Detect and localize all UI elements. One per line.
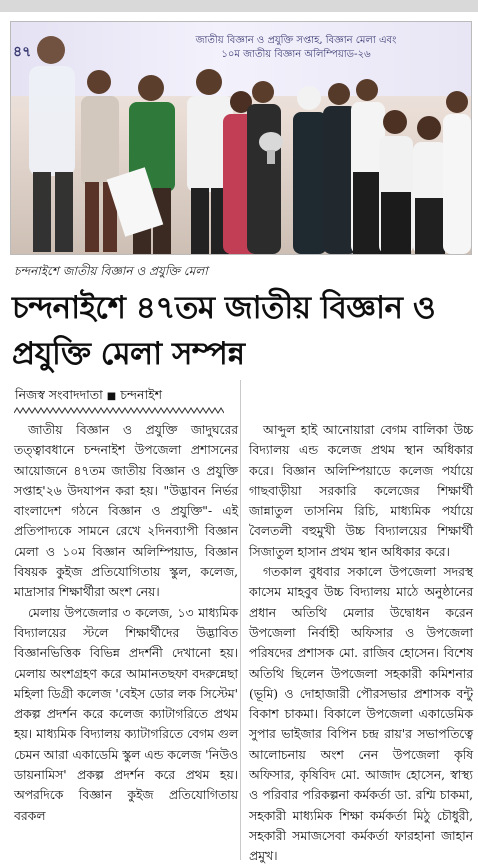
banner-number: ৪৭ [13,44,32,60]
person-figure [293,86,327,254]
column-divider [240,380,241,860]
article-paragraph: গতকাল বুধবার সকালে উপজেলা সদরস্থ কাসেম মাহবুব উচ্চ বিদ্যালয় মাঠে অনুষ্ঠানের প্রধান অতিথি মেলার উদ্বোধন করেন উপজেলা নির্বাহী অফিসার ও উপজেলা পরিষদের প্রশাসক মো. রাজিব হোসেন। বিশেষ অতিথি ছিলেন উপজেলা সহকারী কমিশনার (ভূমি) ও দোহাজারী পৌরসভার প্রশাসক বন্টু বিকাশ চাকমা। বিকালে উপজেলা একাডেমিক সুপার ভাইজার বিপিন চন্দ্র রায়'র সভাপতিত্বে আলোচনায় অংশ নেন উপজেলা কৃষি অফিসার, কৃষিবিদ মো. আজাদ হোসেন, স্বাস্থ্য ও পরিবার পরিকল্পনা কর্মকর্তা ডা. রশ্মি চাকমা, সহকারী মাধ্যমিক শিক্ষা কর্মকর্তা মিঠু চৌধুরী, সহকারী সমাজসেবা কর্মকর্তা ফারহানা জাহান প্রমুখ। [249,565,473,864]
person-figure [413,116,447,254]
group-photo-people [11,22,471,254]
article-column-left [14,420,238,826]
person-figure [81,70,119,252]
byline [15,387,162,407]
article-column-right [249,420,473,867]
location: চন্দনাইশ [120,387,162,402]
news-photo [10,21,472,255]
reporter: নিজস্ব সংবাদদাতা [15,387,103,402]
article-paragraph: জাতীয় বিজ্ঞান ও প্রযুক্তি জাদুঘরের তত্ত্বাবধানে চন্দনাইশ উপজেলা প্রশাসনের আয়োজনে ৪৭তম জাতীয় বিজ্ঞান ও প্রযুক্তি সপ্তাহ'২৬ উদযাপন করা হয়। "উদ্ভাবন নির্ভর বাংলাদেশ গঠনে বিজ্ঞান ও প্রযুক্তি"- এই প্রতিপাদ্যকে সামনে রেখে ২দিনব্যাপী বিজ্ঞান মেলা ও ১০ম বিজ্ঞান অলিম্পিয়াড, বিজ্ঞান বিষয়ক কুইজ প্রতিযোগিতায় স্কুল, কলেজ, মাদ্রাসার শিক্ষার্থীরা অংশ নেয়। [14,423,238,600]
article-paragraph: মেলায় উপজেলার ৩ কলেজ, ১৩ মাধ্যমিক বিদ্যালয়ের স্টলে শিক্ষার্থীদের উদ্ভাবিত বিজ্ঞানভিত্তিক বিভিন্ন প্রদর্শনী দেখানো হয়। মেলায় অংশগ্রহণ করে আমানতছফা বদরুন্নেছা মহিলা ডিগ্রী কলেজ 'বেইস ডোর লক সিস্টেম' প্রকল্প প্রদর্শন করে কলেজ ক্যাটাগরিতে প্রথম হয়। মাধ্যমিক বিদ্যালয় ক্যাটাগরিতে বেগম গুল চেমন আরা একাডেমি স্কুল এন্ড কলেজ 'নিউও ডায়নামিস' প্রকল্প প্রদর্শন করে প্রথম হয়। অপরদিকে বিজ্ঞান কুইজ প্রতিযোগিতায় বরকল [14,605,238,823]
photo-caption: চন্দনাইশে জাতীয় বিজ্ঞান ও প্রযুক্তি মেলা [14,264,208,278]
person-figure [29,36,75,252]
banner-line: ১০ম জাতীয় বিজ্ঞান অলিম্পিয়াড-২৬ [221,49,371,60]
headline: চন্দনাইশে ৪৭তম জাতীয় বিজ্ঞান ও প্রযুক্তি মেলা সম্পন্ন [12,290,436,372]
byline-zigzag-rule [14,407,224,415]
person-figure [247,81,281,254]
person-figure [443,91,471,254]
banner-line: জাতীয় বিজ্ঞান ও প্রযুক্তি সপ্তাহ, বিজ্ঞান মেলা এবং [195,35,397,46]
byline-separator: ■ [106,391,117,402]
page-top-bar [0,0,478,12]
article-paragraph: আব্দুল হাই আনোয়ারা বেগম বালিকা উচ্চ বিদ্যালয় এন্ড কলেজ প্রথম স্থান অধিকার করে। বিজ্ঞান অলিম্পিয়াডে কলেজ পর্যায়ে গাছবাড়ীয়া সরকারি কলেজের শিক্ষার্থী জান্নাতুল তাসনিম রিচি, মাধ্যমিক পর্যায়ে বৈলতলী বহুমুখী উচ্চ বিদ্যালয়ের শিক্ষার্থী সিজাতুল হাসান প্রথম স্থান অধিকার করে। [249,423,473,559]
